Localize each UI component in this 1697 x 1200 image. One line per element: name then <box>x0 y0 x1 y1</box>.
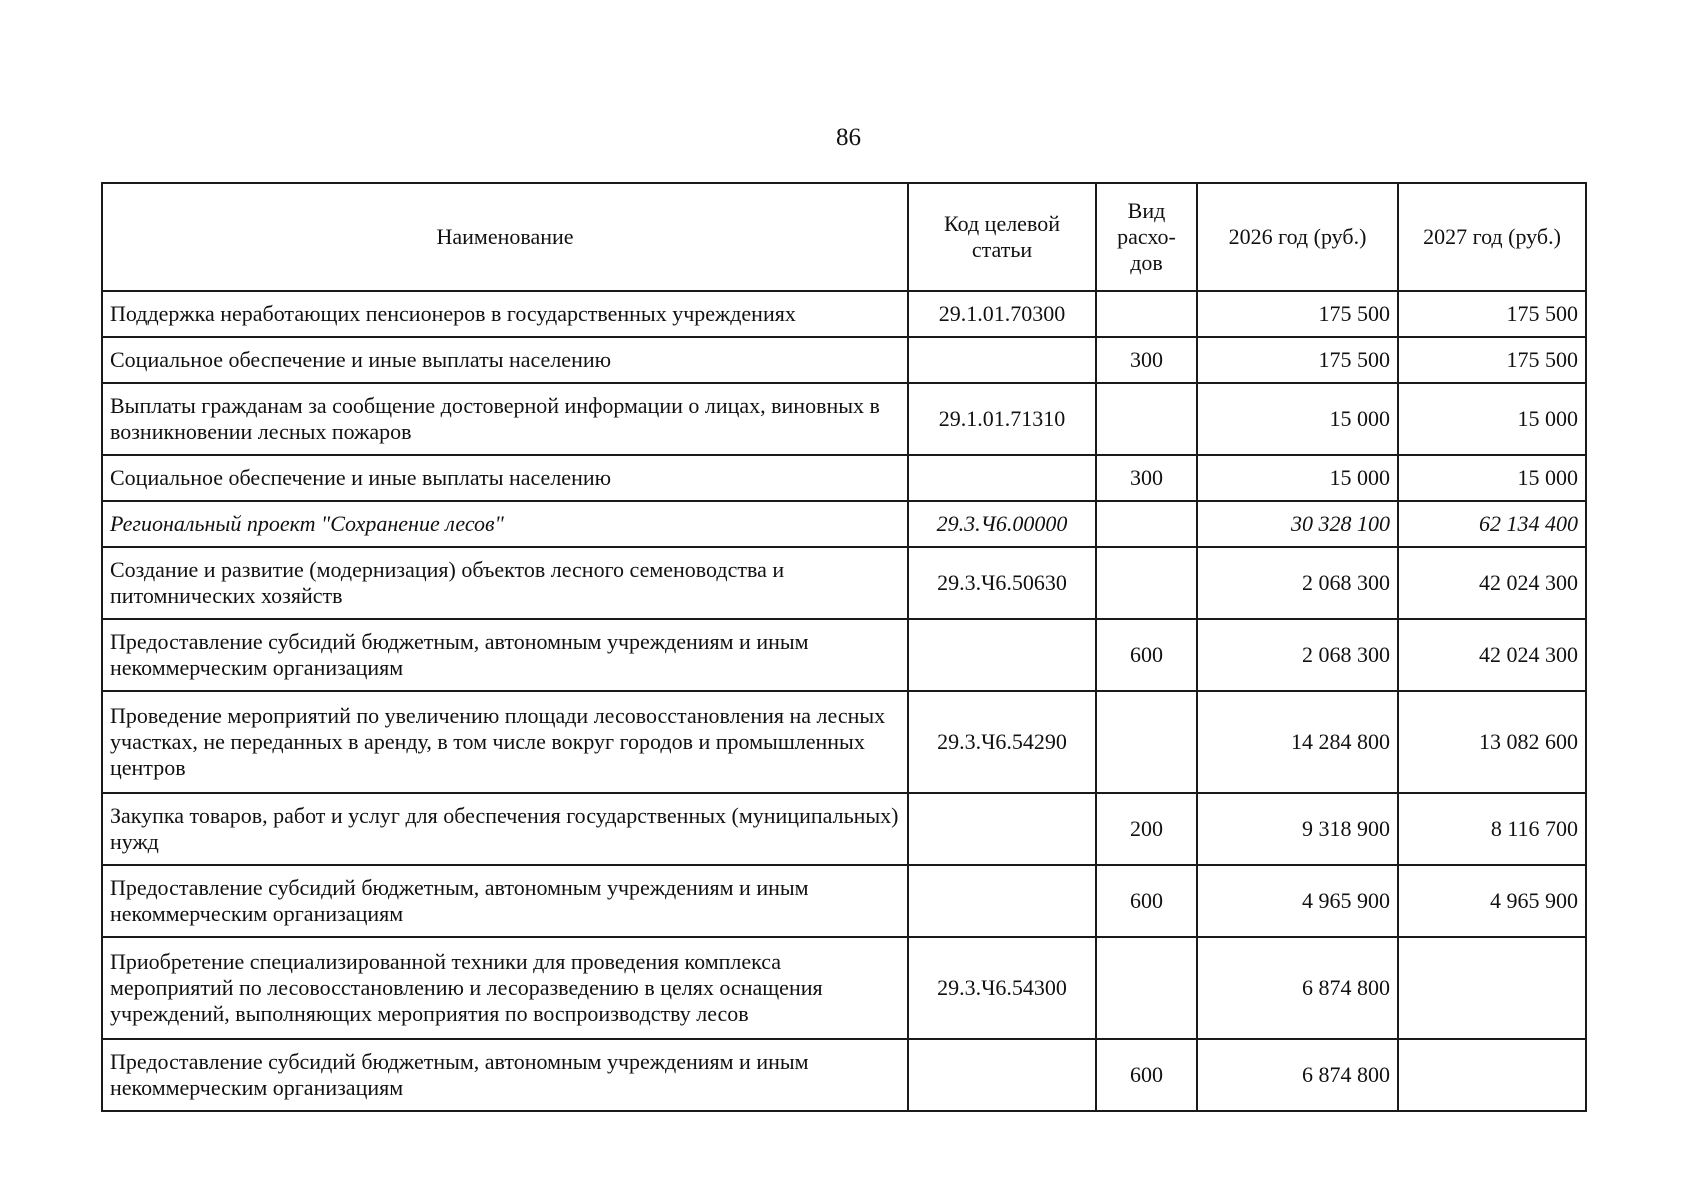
cell-code: 29.1.01.71310 <box>908 383 1096 455</box>
cell-year-2026: 30 328 100 <box>1197 501 1398 547</box>
table-row <box>102 619 1586 691</box>
cell-expense-type <box>1096 547 1197 619</box>
cell-year-2027: 175 500 <box>1398 337 1586 383</box>
table-row <box>102 937 1586 1039</box>
cell-year-2027: 13 082 600 <box>1398 691 1586 793</box>
header-year-2026: 2026 год (руб.) <box>1197 183 1398 291</box>
cell-expense-type: 300 <box>1096 337 1197 383</box>
table-row <box>102 291 1586 337</box>
cell-year-2026: 14 284 800 <box>1197 691 1398 793</box>
table-row <box>102 865 1586 937</box>
table-row <box>102 383 1586 455</box>
cell-expense-type <box>1096 691 1197 793</box>
cell-name: Предоставление субсидий бюджетным, автономным учреждениям и иным некоммерческим организациям <box>102 1039 908 1111</box>
budget-table <box>101 182 1587 1112</box>
cell-code <box>908 455 1096 501</box>
cell-expense-type <box>1096 383 1197 455</box>
cell-code <box>908 865 1096 937</box>
cell-expense-type <box>1096 291 1197 337</box>
cell-year-2027 <box>1398 1039 1586 1111</box>
cell-year-2026: 15 000 <box>1197 383 1398 455</box>
cell-year-2026: 2 068 300 <box>1197 547 1398 619</box>
table-row <box>102 337 1586 383</box>
header-code: Код целевой статьи <box>908 183 1096 291</box>
cell-code <box>908 337 1096 383</box>
cell-name: Предоставление субсидий бюджетным, автономным учреждениям и иным некоммерческим организациям <box>102 865 908 937</box>
table-row <box>102 455 1586 501</box>
table-row <box>102 691 1586 793</box>
cell-name: Социальное обеспечение и иные выплаты населению <box>102 337 908 383</box>
header-expense-type: Вид расхо-дов <box>1096 183 1197 291</box>
cell-expense-type: 600 <box>1096 1039 1197 1111</box>
cell-code: 29.3.Ч6.54300 <box>908 937 1096 1039</box>
header-year-2027: 2027 год (руб.) <box>1398 183 1586 291</box>
cell-year-2027: 42 024 300 <box>1398 547 1586 619</box>
cell-year-2026: 2 068 300 <box>1197 619 1398 691</box>
cell-year-2026: 9 318 900 <box>1197 793 1398 865</box>
cell-name: Приобретение специализированной техники для проведения комплекса мероприятий по лесовосстановлению и лесоразведению в целях оснащения учреждений, выполняющих мероприятия по воспроизводству лесов <box>102 937 908 1039</box>
cell-name: Предоставление субсидий бюджетным, автономным учреждениям и иным некоммерческим организациям <box>102 619 908 691</box>
cell-code: 29.3.Ч6.54290 <box>908 691 1096 793</box>
cell-name: Социальное обеспечение и иные выплаты населению <box>102 455 908 501</box>
table-row <box>102 793 1586 865</box>
cell-expense-type: 300 <box>1096 455 1197 501</box>
cell-year-2026: 6 874 800 <box>1197 937 1398 1039</box>
cell-expense-type: 200 <box>1096 793 1197 865</box>
cell-expense-type: 600 <box>1096 619 1197 691</box>
cell-year-2027: 62 134 400 <box>1398 501 1586 547</box>
cell-name: Проведение мероприятий по увеличению площади лесовосстановления на лесных участках, не переданных в аренду, в том числе вокруг городов и промышленных центров <box>102 691 908 793</box>
cell-code <box>908 619 1096 691</box>
cell-code: 29.3.Ч6.50630 <box>908 547 1096 619</box>
cell-year-2027: 8 116 700 <box>1398 793 1586 865</box>
cell-expense-type <box>1096 937 1197 1039</box>
table-row-regional-project <box>102 501 1586 547</box>
cell-code: 29.3.Ч6.00000 <box>908 501 1096 547</box>
cell-name: Региональный проект "Сохранение лесов" <box>102 501 908 547</box>
page-number: 86 <box>836 124 861 151</box>
cell-year-2026: 175 500 <box>1197 291 1398 337</box>
cell-year-2027: 15 000 <box>1398 455 1586 501</box>
header-name: Наименование <box>102 183 908 291</box>
cell-name: Поддержка неработающих пенсионеров в государственных учреждениях <box>102 291 908 337</box>
cell-expense-type: 600 <box>1096 865 1197 937</box>
cell-code <box>908 793 1096 865</box>
cell-name: Создание и развитие (модернизация) объектов лесного семеноводства и питомнических хозяйств <box>102 547 908 619</box>
cell-year-2026: 15 000 <box>1197 455 1398 501</box>
cell-year-2027: 15 000 <box>1398 383 1586 455</box>
cell-expense-type <box>1096 501 1197 547</box>
cell-year-2026: 6 874 800 <box>1197 1039 1398 1111</box>
cell-name: Закупка товаров, работ и услуг для обеспечения государственных (муниципальных) нужд <box>102 793 908 865</box>
cell-year-2027: 175 500 <box>1398 291 1586 337</box>
cell-year-2027: 4 965 900 <box>1398 865 1586 937</box>
table-row <box>102 1039 1586 1111</box>
cell-name: Выплаты гражданам за сообщение достоверной информации о лицах, виновных в возникновении лесных пожаров <box>102 383 908 455</box>
cell-year-2027: 42 024 300 <box>1398 619 1586 691</box>
table-header-row <box>102 183 1586 291</box>
cell-year-2026: 4 965 900 <box>1197 865 1398 937</box>
cell-code <box>908 1039 1096 1111</box>
table-row <box>102 547 1586 619</box>
cell-year-2026: 175 500 <box>1197 337 1398 383</box>
cell-year-2027 <box>1398 937 1586 1039</box>
cell-code: 29.1.01.70300 <box>908 291 1096 337</box>
